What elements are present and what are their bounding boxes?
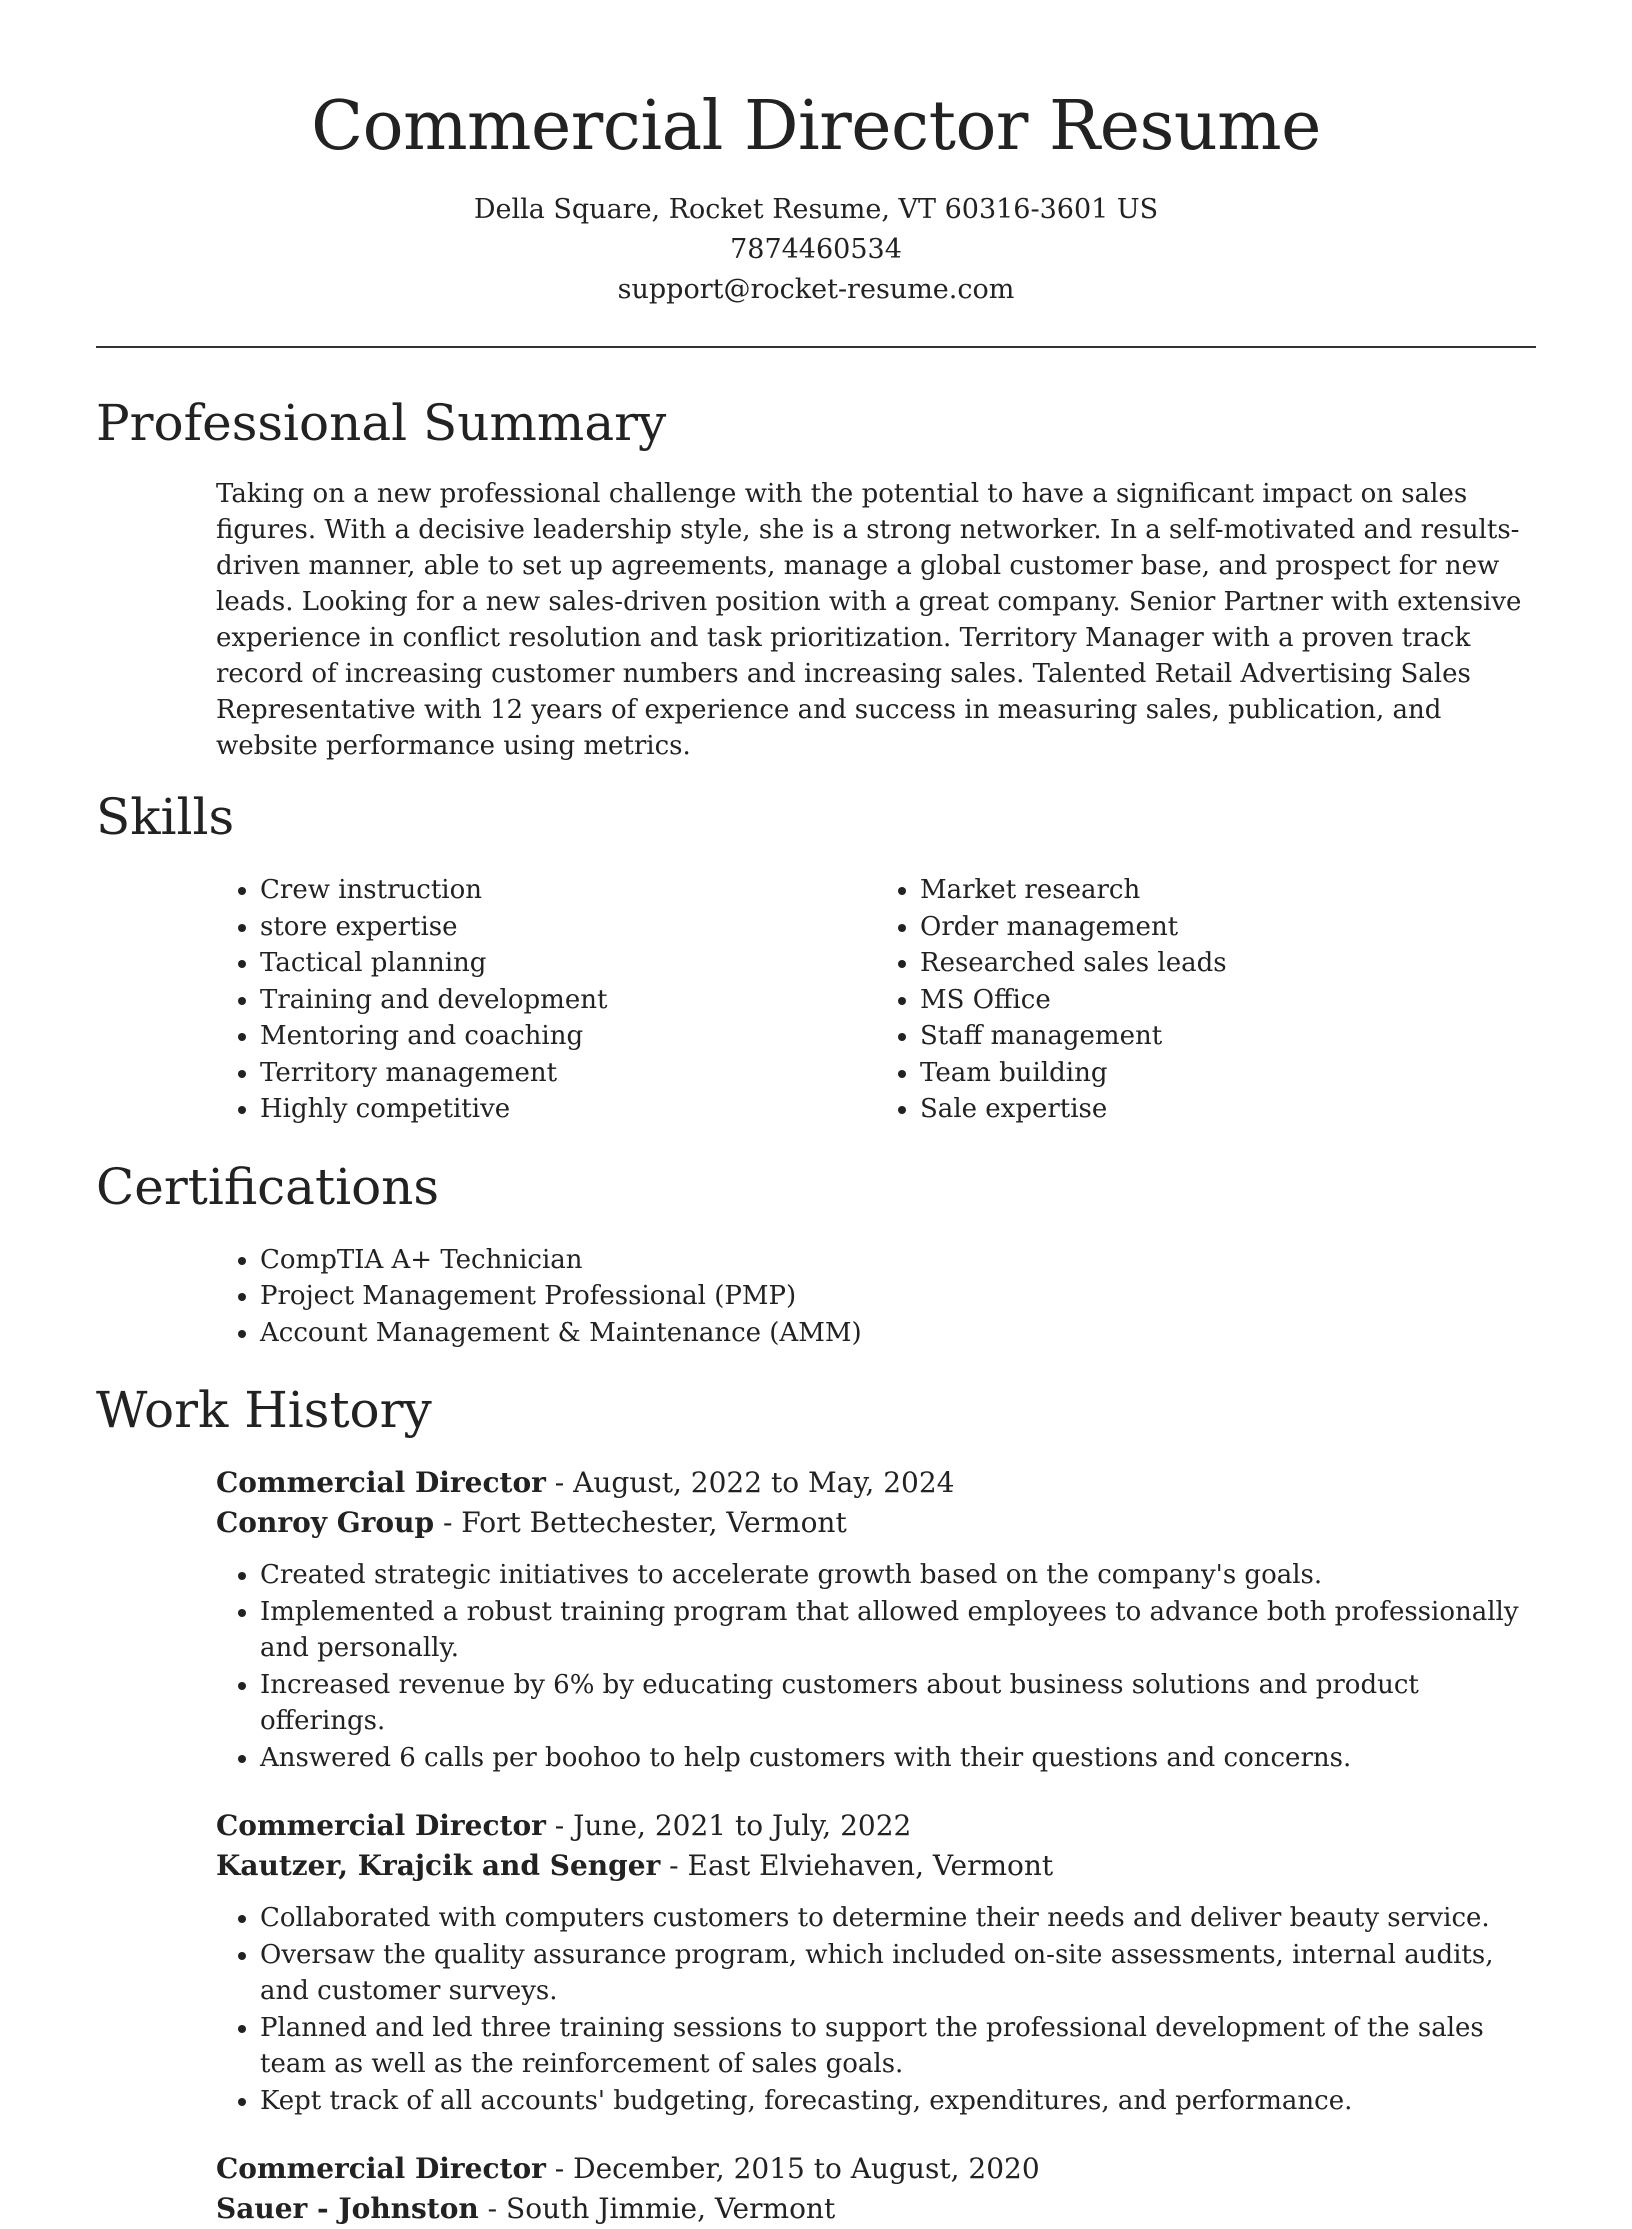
job-company: Kautzer, Krajcik and Senger bbox=[216, 1849, 661, 1882]
summary-heading: Professional Summary bbox=[96, 394, 667, 452]
job-title: Commercial Director bbox=[216, 2152, 546, 2185]
skill-item: • Staff management bbox=[920, 1018, 1536, 1055]
job-title-line bbox=[216, 2149, 1536, 2189]
resume-title: Commercial Director Resume bbox=[311, 87, 1321, 166]
job-location: - East Elviehaven, Vermont bbox=[660, 1849, 1054, 1882]
job-title-line bbox=[216, 1463, 1536, 1503]
header-divider bbox=[96, 346, 1536, 348]
job-entry bbox=[216, 2149, 1536, 2229]
work-history-heading: Work History bbox=[96, 1381, 432, 1439]
job-bullet: • Oversaw the quality assurance program, which included on-site assessments, internal audits, and customer surveys. bbox=[260, 1937, 1536, 2010]
skills-columns bbox=[216, 872, 1536, 1128]
skill-item: • Mentoring and coaching bbox=[260, 1018, 876, 1055]
skill-item: • Territory management bbox=[260, 1055, 876, 1092]
job-company: Conroy Group bbox=[216, 1506, 435, 1539]
skill-item: • MS Office bbox=[920, 982, 1536, 1019]
email: support@rocket-resume.com bbox=[617, 274, 1015, 305]
job-dates: - December, 2015 to August, 2020 bbox=[545, 2152, 1040, 2185]
skill-item: • Crew instruction bbox=[260, 872, 876, 909]
skill-item: • Order management bbox=[920, 909, 1536, 946]
skill-item: • Tactical planning bbox=[260, 945, 876, 982]
skill-item: • Researched sales leads bbox=[920, 945, 1536, 982]
job-company: Sauer - Johnston bbox=[216, 2192, 479, 2225]
job-bullet: • Created strategic initiatives to accelerate growth based on the company's goals. bbox=[260, 1557, 1536, 1594]
job-dates: - August, 2022 to May, 2024 bbox=[545, 1466, 955, 1499]
certifications-list bbox=[216, 1242, 1536, 1352]
certifications-section bbox=[96, 1156, 1536, 1352]
summary-section bbox=[96, 392, 1536, 764]
job-location: - South Jimmie, Vermont bbox=[478, 2192, 836, 2225]
contact-info bbox=[96, 190, 1536, 310]
job-bullet: • Kept track of all accounts' budgeting, forecasting, expenditures, and performance. bbox=[260, 2083, 1536, 2120]
job-bullets bbox=[216, 1900, 1536, 2119]
skill-item: • Sale expertise bbox=[920, 1091, 1536, 1128]
job-bullets bbox=[216, 1557, 1536, 1776]
job-title: Commercial Director bbox=[216, 1466, 546, 1499]
summary-text: Taking on a new professional challenge with the potential to have a significant impact on sales figures. With a decisive leadership style, she is a strong networker. In a self-motivated and results-driven manner, able to set up agreements, manage a global customer base, and prospect for new leads. Looking for a new sales-driven position with a great company. Senior Partner with extensive experience in conflict resolution and task prioritization. Territory Manager with a proven track record of increasing customer numbers and increasing sales. Talented Retail Advertising Sales Representative with 12 years of experience and success in measuring sales, publication, and website performance using metrics. bbox=[216, 479, 1522, 761]
skills-list-right bbox=[876, 872, 1536, 1128]
job-title: Commercial Director bbox=[216, 1809, 546, 1842]
skills-section bbox=[96, 786, 1536, 1128]
job-bullet: • Collaborated with computers customers to determine their needs and deliver beauty service. bbox=[260, 1900, 1536, 1937]
job-bullet: • Planned and led three training sessions to support the professional development of the sales team as well as the reinforcement of sales goals. bbox=[260, 2010, 1536, 2083]
job-bullet: • Implemented a robust training program that allowed employees to advance both professionally and personally. bbox=[260, 1594, 1536, 1667]
skill-item: • Market research bbox=[920, 872, 1536, 909]
job-company-line bbox=[216, 1503, 1536, 1543]
skill-item: • Training and development bbox=[260, 982, 876, 1019]
skill-item: • Highly competitive bbox=[260, 1091, 876, 1128]
job-title-line bbox=[216, 1806, 1536, 1846]
address: Della Square, Rocket Resume, VT 60316-3601 US bbox=[473, 194, 1159, 225]
job-bullet: • Answered 6 calls per boohoo to help customers with their questions and concerns. bbox=[260, 1740, 1536, 1777]
certification-item: • Account Management & Maintenance (AMM) bbox=[260, 1315, 1536, 1352]
resume-header bbox=[96, 0, 1536, 310]
certification-item: • CompTIA A+ Technician bbox=[260, 1242, 1536, 1279]
skill-item: • Team building bbox=[920, 1055, 1536, 1092]
job-location: - Fort Bettechester, Vermont bbox=[434, 1506, 847, 1539]
work-history-section bbox=[96, 1379, 1536, 2229]
phone: 7874460534 bbox=[730, 234, 902, 265]
job-entry bbox=[216, 1806, 1536, 2119]
certifications-heading: Certifications bbox=[96, 1157, 440, 1216]
skills-list-left bbox=[216, 872, 876, 1128]
job-dates: - June, 2021 to July, 2022 bbox=[545, 1809, 912, 1842]
skill-item: • store expertise bbox=[260, 909, 876, 946]
job-bullet: • Increased revenue by 6% by educating customers about business solutions and product offerings. bbox=[260, 1667, 1536, 1740]
skills-heading: Skills bbox=[96, 788, 235, 846]
job-company-line bbox=[216, 1846, 1536, 1886]
job-company-line bbox=[216, 2189, 1536, 2229]
certification-item: • Project Management Professional (PMP) bbox=[260, 1278, 1536, 1315]
job-entry bbox=[216, 1463, 1536, 1776]
